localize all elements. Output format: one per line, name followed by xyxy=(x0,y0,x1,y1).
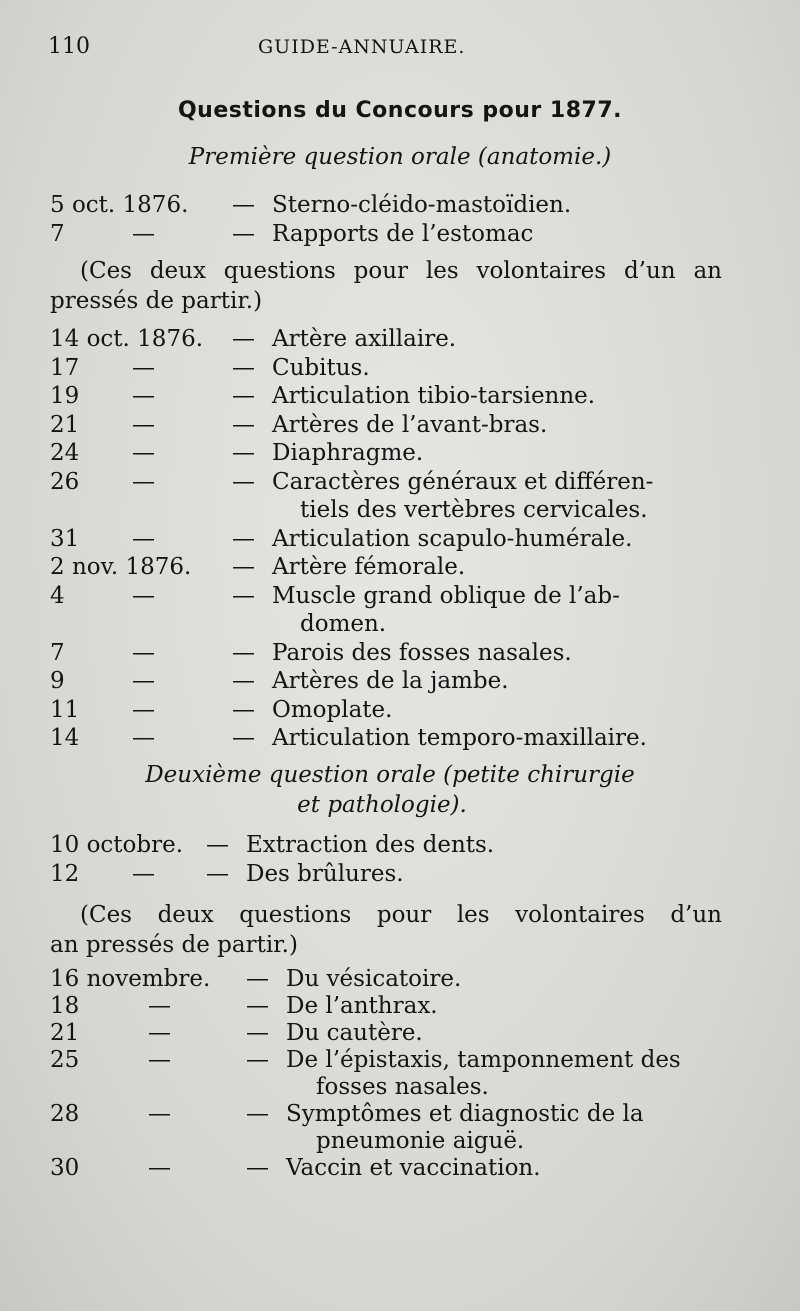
entry-date: 21 xyxy=(50,1020,80,1046)
section2-note-line2: an pressés de partir.) xyxy=(50,932,298,958)
entry-date: 12 xyxy=(50,861,80,887)
ditto-dash: — xyxy=(132,696,155,723)
entry-date: 31 xyxy=(50,525,80,552)
entry-topic: Du vésicatoire. xyxy=(286,966,462,992)
separator-dash: — xyxy=(232,639,255,666)
separator-dash: — xyxy=(206,861,229,887)
ditto-dash: — xyxy=(132,861,155,887)
entry-date: 5 oct. 1876. xyxy=(50,192,189,218)
entry-topic: Du cautère. xyxy=(286,1020,423,1046)
section1-note-line1: (Ces deux questions pour les volontaires d’un an xyxy=(80,258,722,284)
ditto-dash: — xyxy=(148,993,171,1019)
running-head: GUIDE-ANNUAIRE. xyxy=(258,36,466,58)
entry-date: 26 xyxy=(50,468,80,495)
entry-topic: Articulation scapulo-humérale. xyxy=(272,525,633,552)
section1-heading: Première question orale (anatomie.) xyxy=(188,144,612,170)
entry-date: 16 novembre. xyxy=(50,966,211,992)
separator-dash: — xyxy=(232,440,255,466)
separator-dash: — xyxy=(232,192,255,218)
entry-topic: Artère fémorale. xyxy=(272,554,466,580)
section2-heading-line1: Deuxième question orale (petite chirurgie xyxy=(145,762,635,788)
separator-dash: — xyxy=(232,326,255,352)
separator-dash: — xyxy=(246,966,269,992)
entry-topic: Caractères généraux et différen- xyxy=(272,468,654,495)
separator-dash: — xyxy=(232,668,255,694)
entry-topic: Rapports de l’estomac xyxy=(272,221,534,247)
section1-note-line2: pressés de partir.) xyxy=(50,288,263,314)
entry-topic: Extraction des dents. xyxy=(246,832,495,858)
entry-topic: Articulation tibio-tarsienne. xyxy=(272,383,596,409)
separator-dash: — xyxy=(232,411,255,438)
section2-note-line1: (Ces deux questions pour les volontaires d’un xyxy=(80,902,722,928)
entry-date: 18 xyxy=(50,993,80,1019)
ditto-dash: — xyxy=(148,1020,171,1046)
section2-note xyxy=(50,900,722,960)
page-number: 110 xyxy=(48,34,90,59)
entry-date: 14 oct. 1876. xyxy=(50,326,204,352)
section1-note xyxy=(50,256,722,316)
separator-dash: — xyxy=(232,525,255,552)
entry-topic: Articulation temporo-maxillaire. xyxy=(272,725,647,751)
entry-topic: Artère axillaire. xyxy=(272,326,457,352)
ditto-dash: — xyxy=(132,440,155,466)
ditto-dash: — xyxy=(132,639,155,666)
separator-dash: — xyxy=(232,354,255,381)
separator-dash: — xyxy=(232,221,255,247)
ditto-dash: — xyxy=(132,725,155,751)
entry-topic: Artères de l’avant-bras. xyxy=(272,411,548,438)
entry-topic-continuation: tiels des vertèbres cervicales. xyxy=(300,497,648,523)
ditto-dash: — xyxy=(132,411,155,438)
entry-topic: Symptômes et diagnostic de la xyxy=(286,1101,644,1127)
separator-dash: — xyxy=(206,832,229,858)
ditto-dash: — xyxy=(132,383,155,409)
entry-topic: De l’épistaxis, tamponnement des xyxy=(286,1047,681,1073)
entry-topic: Muscle grand oblique de l’ab- xyxy=(272,582,620,609)
ditto-dash: — xyxy=(132,668,155,694)
section2-heading-line2: et pathologie). xyxy=(297,792,467,818)
entry-topic-continuation: domen. xyxy=(300,611,387,637)
ditto-dash: — xyxy=(132,221,155,247)
separator-dash: — xyxy=(232,582,255,609)
entry-topic: Sterno-cléido-mastoïdien. xyxy=(272,192,572,218)
separator-dash: — xyxy=(246,1155,269,1181)
separator-dash: — xyxy=(232,696,255,723)
entry-date: 7 xyxy=(50,639,65,666)
ditto-dash: — xyxy=(148,1101,171,1127)
ditto-dash: — xyxy=(132,354,155,381)
entry-topic: Vaccin et vaccination. xyxy=(286,1155,541,1181)
separator-dash: — xyxy=(232,468,255,495)
entry-date: 19 xyxy=(50,383,80,409)
separator-dash: — xyxy=(246,993,269,1019)
ditto-dash: — xyxy=(148,1047,171,1073)
separator-dash: — xyxy=(232,725,255,751)
entry-date: 4 xyxy=(50,582,65,609)
entry-topic: Diaphragme. xyxy=(272,440,424,466)
entry-date: 28 xyxy=(50,1101,80,1127)
entry-topic: Cubitus. xyxy=(272,354,370,381)
entry-date: 10 octobre. xyxy=(50,832,184,858)
entry-date: 9 xyxy=(50,668,65,694)
entry-date: 30 xyxy=(50,1155,80,1181)
page-title: Questions du Concours pour 1877. xyxy=(177,98,622,123)
entry-topic-continuation: pneumonie aiguë. xyxy=(316,1128,525,1154)
entry-topic: Des brûlures. xyxy=(246,861,404,887)
entry-date: 14 xyxy=(50,725,80,751)
ditto-dash: — xyxy=(132,468,155,495)
page-header xyxy=(48,34,752,66)
ditto-dash: — xyxy=(132,525,155,552)
entry-topic: Artères de la jambe. xyxy=(272,668,509,694)
separator-dash: — xyxy=(232,554,255,580)
separator-dash: — xyxy=(246,1020,269,1046)
entry-topic-continuation: fosses nasales. xyxy=(316,1074,489,1100)
separator-dash: — xyxy=(246,1047,269,1073)
entry-date: 7 xyxy=(50,221,65,247)
entry-date: 24 xyxy=(50,440,80,466)
entry-date: 2 nov. 1876. xyxy=(50,554,192,580)
entry-topic: Parois des fosses nasales. xyxy=(272,639,572,666)
entry-topic: De l’anthrax. xyxy=(286,993,438,1019)
separator-dash: — xyxy=(246,1101,269,1127)
entry-date: 11 xyxy=(50,696,80,723)
ditto-dash: — xyxy=(132,582,155,609)
separator-dash: — xyxy=(232,383,255,409)
entry-date: 25 xyxy=(50,1047,80,1073)
entry-date: 17 xyxy=(50,354,80,381)
entry-date: 21 xyxy=(50,411,80,438)
entry-topic: Omoplate. xyxy=(272,696,393,723)
ditto-dash: — xyxy=(148,1155,171,1181)
